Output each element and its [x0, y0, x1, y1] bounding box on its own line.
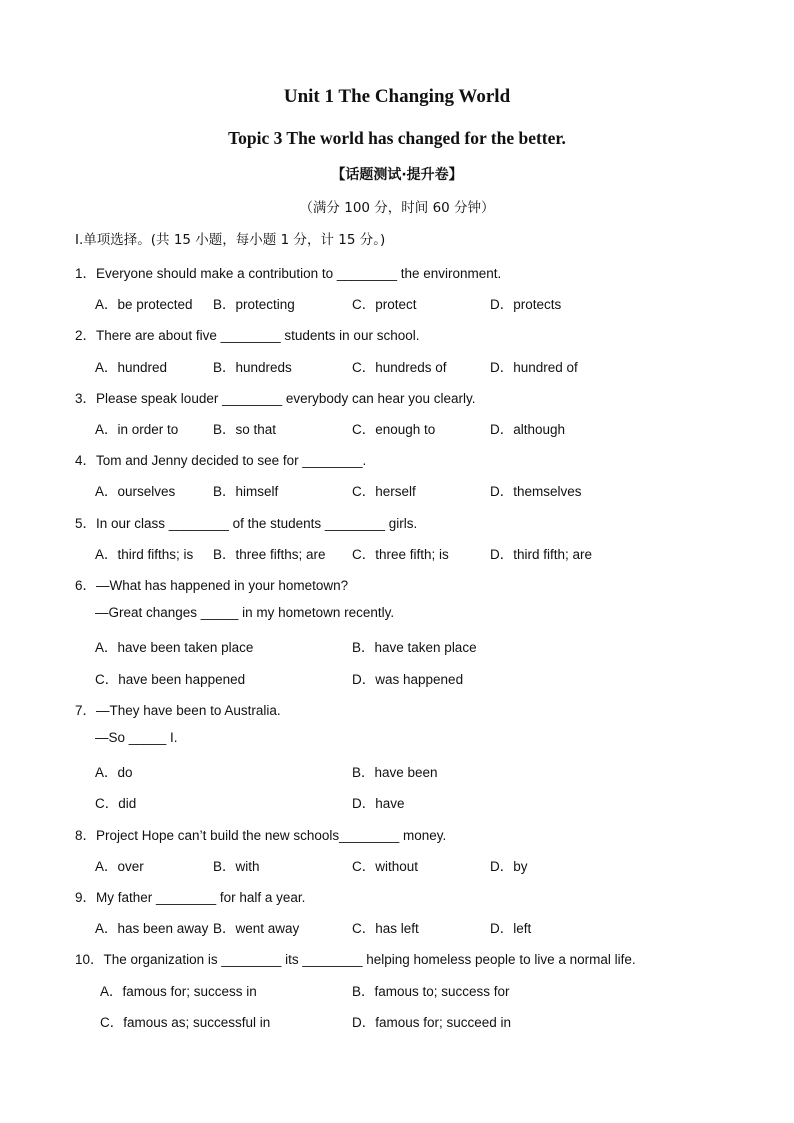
- answer-option: D．by: [490, 859, 528, 874]
- score-time-note: （满分 100 分，时间 60 分钟）: [299, 200, 495, 216]
- answer-option: C．three fifth; is: [352, 547, 449, 562]
- page-subtitle: Topic 3 The world has changed for the better.: [228, 128, 566, 148]
- answer-option: B．so that: [213, 422, 277, 437]
- answer-option: B．went away: [213, 921, 300, 936]
- answer-option: B．himself: [213, 484, 279, 499]
- answer-option: B．hundreds: [213, 360, 292, 375]
- question-stem: 8．Project Hope can’t build the new schools________ money.: [75, 828, 447, 843]
- answer-option: C．enough to: [352, 422, 436, 437]
- answer-option: C．have been happened: [95, 672, 246, 687]
- question-stem: 10．The organization is ________ its ________ helping homeless people to live a normal life.: [75, 952, 636, 967]
- question-stem: 3．Please speak louder ________ everybody can hear you clearly.: [75, 391, 476, 406]
- question-stem: 5．In our class ________ of the students ________ girls.: [75, 516, 418, 531]
- answer-option: D．have: [352, 796, 405, 811]
- answer-option: B．famous to; success for: [352, 984, 510, 999]
- answer-option: D．themselves: [490, 484, 582, 499]
- answer-option: C．hundreds of: [352, 360, 447, 375]
- answer-option: D．third fifth; are: [490, 547, 593, 562]
- question-stem: 9．My father ________ for half a year.: [75, 890, 306, 905]
- answer-option: C．herself: [352, 484, 416, 499]
- answer-option: D．famous for; succeed in: [352, 1015, 512, 1030]
- question-stem: 4．Tom and Jenny decided to see for ________.: [75, 453, 367, 468]
- question-stem: 1．Everyone should make a contribution to ________ the environment.: [75, 266, 502, 281]
- paper-tag: 【话题测试·提升卷】: [331, 167, 463, 183]
- answer-option: C．famous as; successful in: [100, 1015, 271, 1030]
- answer-option: B．three fifths; are: [213, 547, 326, 562]
- answer-option: A．do: [95, 765, 133, 780]
- answer-option: A．third fifths; is: [95, 547, 194, 562]
- question-dialogue-line: —Great changes _____ in my hometown recently.: [95, 605, 395, 620]
- answer-option: D．left: [490, 921, 532, 936]
- answer-option: A．ourselves: [95, 484, 176, 499]
- page-title: Unit 1 The Changing World: [283, 86, 511, 107]
- answer-option: B．with: [213, 859, 260, 874]
- answer-option: D．although: [490, 422, 566, 437]
- answer-option: B．protecting: [213, 297, 295, 312]
- answer-option: C．protect: [352, 297, 417, 312]
- question-stem: 7．—They have been to Australia.: [75, 703, 281, 718]
- answer-option: C．without: [352, 859, 419, 874]
- answer-option: B．have taken place: [352, 640, 477, 655]
- question-stem: 2．There are about five ________ students in our school.: [75, 328, 420, 343]
- answer-option: D．protects: [490, 297, 562, 312]
- answer-option: A．hundred: [95, 360, 168, 375]
- answer-option: A．in order to: [95, 422, 179, 437]
- answer-option: C．has left: [352, 921, 419, 936]
- answer-option: D．hundred of: [490, 360, 578, 375]
- answer-option: A．has been away: [95, 921, 209, 936]
- section-title: I.单项选择。(共 15 小题，每小题 1 分，计 15 分。): [75, 232, 386, 248]
- answer-option: A．be protected: [95, 297, 193, 312]
- answer-option: C．did: [95, 796, 137, 811]
- question-stem: 6．—What has happened in your hometown?: [75, 578, 349, 593]
- answer-option: A．have been taken place: [95, 640, 254, 655]
- answer-option: D．was happened: [352, 672, 464, 687]
- answer-option: A．over: [95, 859, 144, 874]
- answer-option: B．have been: [352, 765, 438, 780]
- question-dialogue-line: —So _____ I.: [95, 730, 178, 745]
- answer-option: A．famous for; success in: [100, 984, 257, 999]
